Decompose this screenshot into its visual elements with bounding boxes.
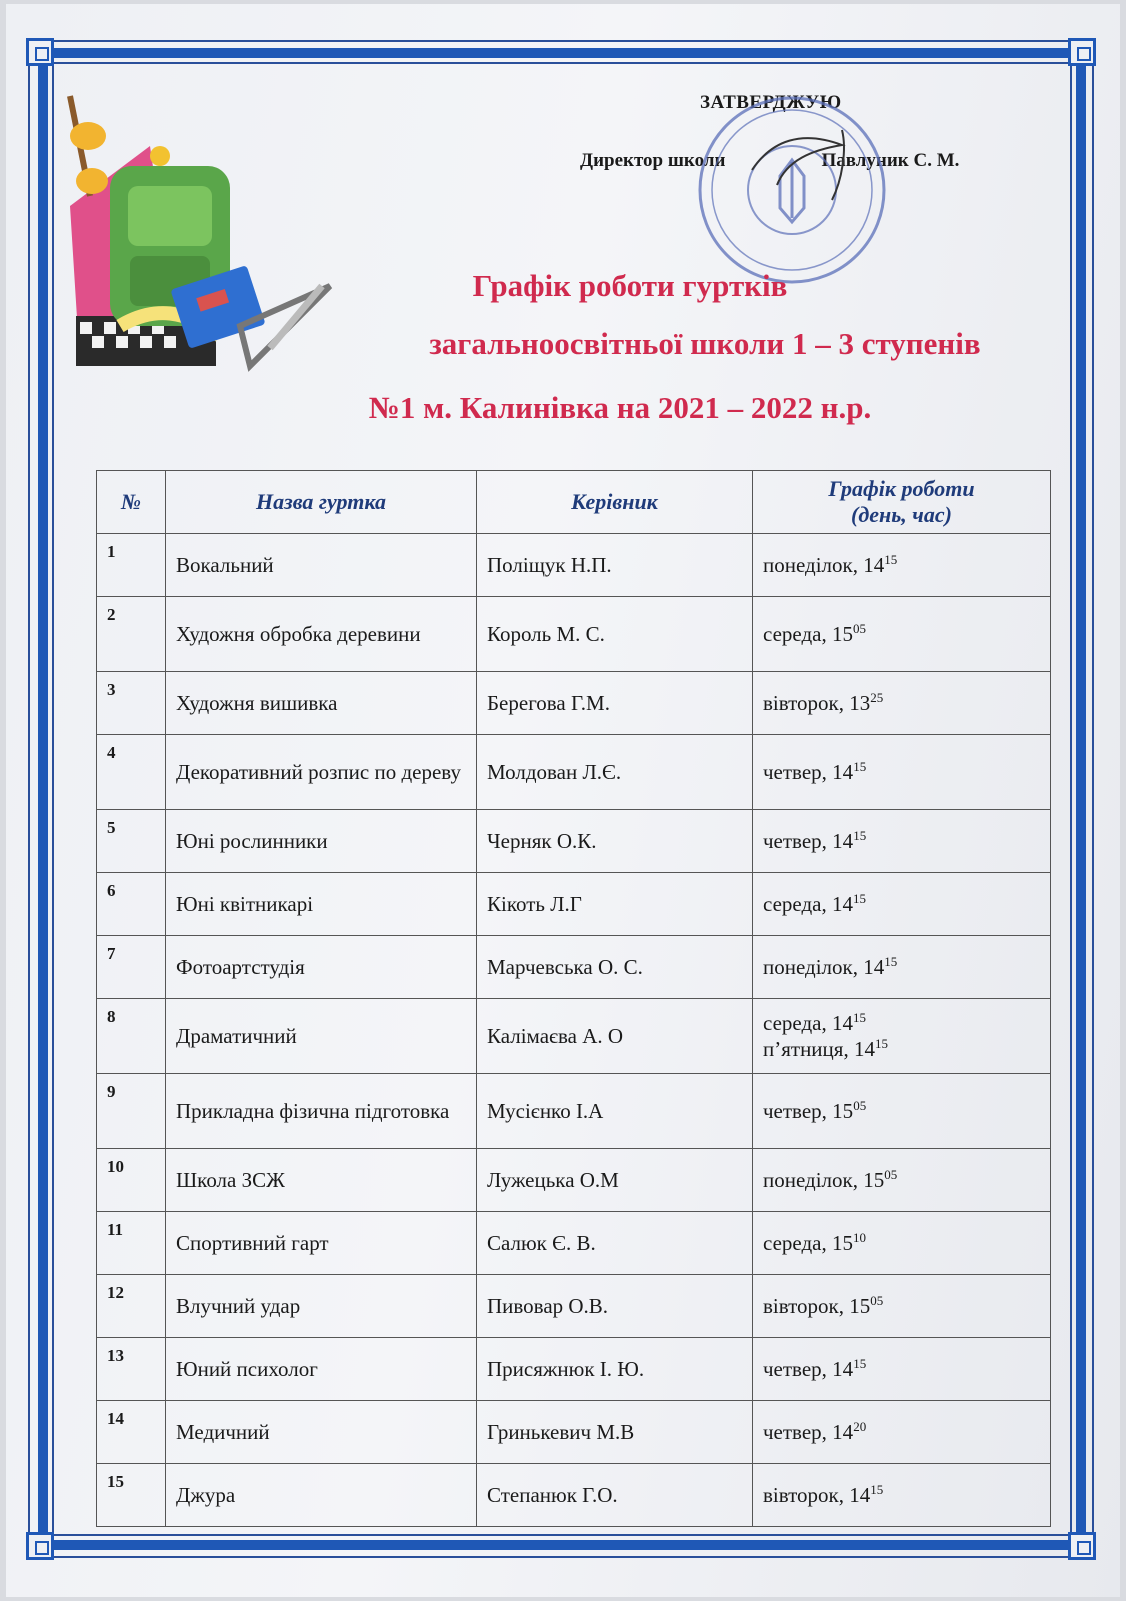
schedule-day-hour: понеділок, 15 xyxy=(763,1168,885,1192)
schedule-day-hour: понеділок, 14 xyxy=(763,553,885,577)
schedule-minutes: 10 xyxy=(852,1230,866,1245)
row-num: 7 xyxy=(97,936,166,999)
schedule-minutes: 05 xyxy=(884,1167,898,1182)
row-num: 8 xyxy=(97,999,166,1074)
schedule-line xyxy=(763,552,1040,578)
schedule-day-hour: вівторок, 15 xyxy=(763,1294,871,1318)
schedule-minutes: 15 xyxy=(853,828,867,843)
row-club-name: Школа ЗСЖ xyxy=(166,1149,477,1212)
schedule-minutes: 15 xyxy=(853,759,867,774)
table-row xyxy=(97,873,1051,936)
row-leader: Мусієнко І.А xyxy=(477,1074,753,1149)
school-seal-stamp xyxy=(692,90,892,290)
row-leader: Калімаєва А. О xyxy=(477,999,753,1074)
row-leader: Черняк О.К. xyxy=(477,810,753,873)
row-num: 1 xyxy=(97,534,166,597)
row-schedule xyxy=(753,597,1051,672)
schedule-day-hour: четвер, 14 xyxy=(763,1357,854,1381)
title-line-2: загальноосвітньої школи 1 – 3 ступенів xyxy=(429,326,981,361)
director-name: Павлуник С. М. xyxy=(821,150,960,171)
header-schedule-line1: Графік роботи xyxy=(828,476,975,501)
row-num: 14 xyxy=(97,1401,166,1464)
row-num: 9 xyxy=(97,1074,166,1149)
table-row xyxy=(97,999,1051,1074)
border-corner-tl xyxy=(26,38,54,66)
row-club-name: Юні квітникарі xyxy=(166,873,477,936)
schedule-day-hour: середа, 15 xyxy=(763,622,853,646)
schedule-line xyxy=(763,1356,1040,1382)
schedule-minutes: 15 xyxy=(852,1010,866,1025)
schedule-day-hour: середа, 14 xyxy=(763,892,853,916)
schedule-minutes: 05 xyxy=(853,1098,867,1113)
row-club-name: Фотоартстудія xyxy=(166,936,477,999)
schedule-day-hour: середа, 15 xyxy=(763,1231,853,1255)
schedule-day-hour: середа, 14 xyxy=(763,1011,853,1035)
row-schedule xyxy=(753,873,1051,936)
row-leader: Присяжнюк І. Ю. xyxy=(477,1338,753,1401)
row-leader: Гринькевич М.В xyxy=(477,1401,753,1464)
border-corner-bl xyxy=(26,1532,54,1560)
row-leader: Поліщук Н.П. xyxy=(477,534,753,597)
row-schedule xyxy=(753,936,1051,999)
row-leader: Лужецька О.М xyxy=(477,1149,753,1212)
table-row xyxy=(97,1275,1051,1338)
schedule-minutes-2: 15 xyxy=(874,1036,888,1051)
schedule-line xyxy=(763,690,1040,716)
schedule-line xyxy=(763,1098,1040,1124)
row-leader: Берегова Г.М. xyxy=(477,672,753,735)
row-num: 10 xyxy=(97,1149,166,1212)
row-num: 4 xyxy=(97,735,166,810)
schedule-line xyxy=(763,759,1040,785)
header-club-name: Назва гуртка xyxy=(166,471,477,534)
row-num: 5 xyxy=(97,810,166,873)
school-supplies-illustration xyxy=(60,86,340,376)
table-row xyxy=(97,1401,1051,1464)
border-corner-br xyxy=(1068,1532,1096,1560)
table-header-row xyxy=(97,471,1051,534)
row-schedule xyxy=(753,1212,1051,1275)
schedule-line xyxy=(763,891,1040,917)
director-label: Директор школи xyxy=(580,150,726,171)
row-leader: Степанюк Г.О. xyxy=(477,1464,753,1527)
row-schedule xyxy=(753,999,1051,1074)
row-club-name: Художня обробка деревини xyxy=(166,597,477,672)
row-schedule xyxy=(753,1338,1051,1401)
row-schedule xyxy=(753,672,1051,735)
row-club-name: Декоративний розпис по дереву xyxy=(166,735,477,810)
row-club-name: Юні рослинники xyxy=(166,810,477,873)
row-club-name: Спортивний гарт xyxy=(166,1212,477,1275)
row-club-name: Художня вишивка xyxy=(166,672,477,735)
schedule-day-hour-2: п’ятниця, 14 xyxy=(763,1037,875,1061)
table-row xyxy=(97,936,1051,999)
table-row xyxy=(97,672,1051,735)
schedule-line xyxy=(763,1167,1040,1193)
schedule-minutes: 15 xyxy=(884,954,898,969)
row-club-name: Джура xyxy=(166,1464,477,1527)
schedule-day-hour: вівторок, 13 xyxy=(763,691,871,715)
row-leader: Король М. С. xyxy=(477,597,753,672)
row-schedule xyxy=(753,534,1051,597)
row-club-name: Прикладна фізична підготовка xyxy=(166,1074,477,1149)
schedule-line xyxy=(763,1010,1040,1036)
header-num: № xyxy=(97,471,166,534)
table-row xyxy=(97,810,1051,873)
header-schedule-line2: (день, час) xyxy=(851,502,952,527)
clubs-schedule-table xyxy=(96,470,1051,1527)
schedule-line-2 xyxy=(763,1036,1040,1062)
row-leader: Кікоть Л.Г xyxy=(477,873,753,936)
director-signature xyxy=(752,138,842,185)
schedule-day-hour: понеділок, 14 xyxy=(763,955,885,979)
row-num: 2 xyxy=(97,597,166,672)
schedule-day-hour: четвер, 15 xyxy=(763,1099,854,1123)
schedule-minutes: 15 xyxy=(852,891,866,906)
schedule-line xyxy=(763,1419,1040,1445)
table-row xyxy=(97,735,1051,810)
approval-heading: ЗАТВЕРДЖУЮ xyxy=(700,92,842,113)
schedule-day-hour: четвер, 14 xyxy=(763,1420,854,1444)
table-row xyxy=(97,1464,1051,1527)
row-club-name: Медичний xyxy=(166,1401,477,1464)
row-club-name: Юний психолог xyxy=(166,1338,477,1401)
schedule-minutes: 05 xyxy=(852,621,866,636)
table-row xyxy=(97,1149,1051,1212)
table-row xyxy=(97,534,1051,597)
schedule-minutes: 05 xyxy=(870,1293,884,1308)
header-schedule xyxy=(753,471,1051,534)
table-row xyxy=(97,1074,1051,1149)
schedule-line xyxy=(763,828,1040,854)
row-num: 3 xyxy=(97,672,166,735)
header-leader: Керівник xyxy=(477,471,753,534)
row-schedule xyxy=(753,1074,1051,1149)
title-line-3: №1 м. Калинівка на 2021 – 2022 н.р. xyxy=(368,390,872,425)
schedule-minutes: 15 xyxy=(884,552,898,567)
schedule-minutes: 20 xyxy=(853,1419,867,1434)
schedule-day-hour: вівторок, 14 xyxy=(763,1483,871,1507)
row-num: 11 xyxy=(97,1212,166,1275)
row-num: 15 xyxy=(97,1464,166,1527)
row-leader: Салюк Є. В. xyxy=(477,1212,753,1275)
row-schedule xyxy=(753,735,1051,810)
border-corner-tr xyxy=(1068,38,1096,66)
schedule-day-hour: четвер, 14 xyxy=(763,829,854,853)
schedule-line xyxy=(763,954,1040,980)
table-row xyxy=(97,1212,1051,1275)
schedule-line xyxy=(763,621,1040,647)
row-schedule xyxy=(753,1464,1051,1527)
table-row xyxy=(97,597,1051,672)
schedule-minutes: 15 xyxy=(853,1356,867,1371)
row-schedule xyxy=(753,1401,1051,1464)
schedule-line xyxy=(763,1230,1040,1256)
schedule-line xyxy=(763,1293,1040,1319)
row-num: 6 xyxy=(97,873,166,936)
row-schedule xyxy=(753,810,1051,873)
schedule-line xyxy=(763,1482,1040,1508)
row-club-name: Вокальний xyxy=(166,534,477,597)
table-row xyxy=(97,1338,1051,1401)
schedule-minutes: 15 xyxy=(870,1482,884,1497)
row-num: 13 xyxy=(97,1338,166,1401)
schedule-minutes: 25 xyxy=(870,690,884,705)
row-schedule xyxy=(753,1275,1051,1338)
row-club-name: Драматичний xyxy=(166,999,477,1074)
row-club-name: Влучний удар xyxy=(166,1275,477,1338)
row-leader: Молдован Л.Є. xyxy=(477,735,753,810)
row-leader: Пивовар О.В. xyxy=(477,1275,753,1338)
row-num: 12 xyxy=(97,1275,166,1338)
row-schedule xyxy=(753,1149,1051,1212)
schedule-day-hour: четвер, 14 xyxy=(763,760,854,784)
row-leader: Марчевська О. С. xyxy=(477,936,753,999)
title-line-1: Графік роботи гуртків xyxy=(472,268,788,303)
